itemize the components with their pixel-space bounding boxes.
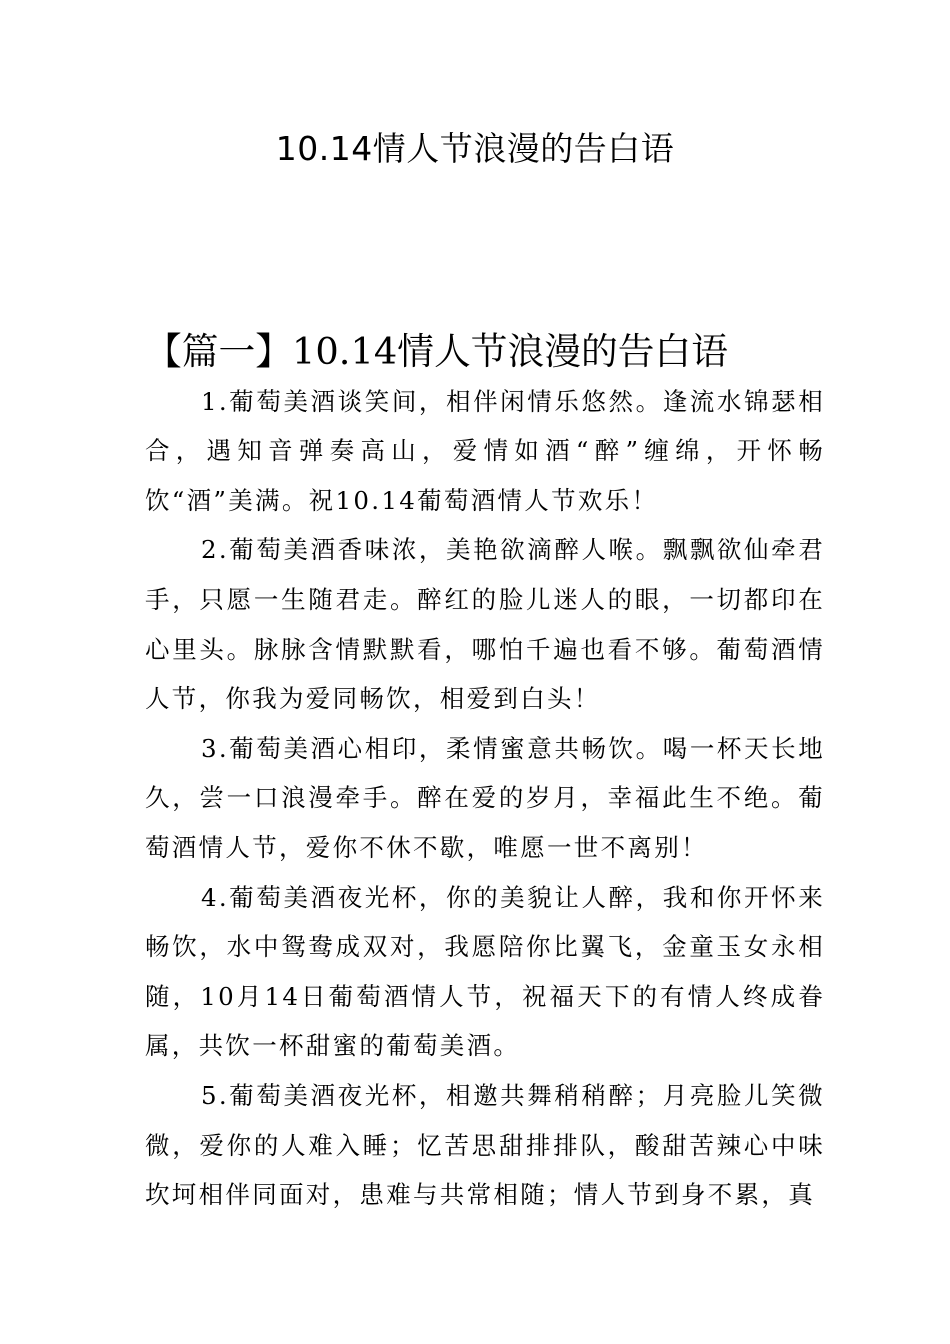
paragraph-2: 2.葡萄美酒香味浓，美艳欲滴醉人喉。飘飘欲仙牵君手，只愿一生随君走。醉红的脸儿迷人的眼，一切都印在心里头。脉脉含情默默看，哪怕千遍也看不够。葡萄酒情人节，你我为爱同畅饮，相爱到白头！: [145, 535, 825, 714]
section-heading: 【篇一】10.14情人节浪漫的告白语: [145, 330, 728, 373]
paragraph-3: 3.葡萄美酒心相印，柔情蜜意共畅饮。喝一杯天长地久，尝一口浪漫牵手。醉在爱的岁月，幸福此生不绝。葡萄酒情人节，爱你不休不歇，唯愿一世不离别！: [145, 733, 825, 862]
paragraph-1: 1.葡萄美酒谈笑间，相伴闲情乐悠然。逢流水锦瑟相合，遇知音弹奏高山，爱情如酒“醉”缠绵，开怀畅饮“酒”美满。祝10.14葡萄酒情人节欢乐！: [145, 386, 825, 515]
document-body: [145, 327, 825, 1220]
paragraph-4: 4.葡萄美酒夜光杯，你的美貌让人醉，我和你开怀来畅饮，水中鸳鸯成双对，我愿陪你比翼飞，金童玉女永相随，10月14日葡萄酒情人节，祝福天下的有情人终成眷属，共饮一杯甜蜜的葡萄美酒。: [145, 882, 825, 1061]
paragraph-5: 5.葡萄美酒夜光杯，相邀共舞稍稍醉；月亮脸儿笑微微，爱你的人难入睡；忆苦思甜排排队，酸甜苦辣心中味坎坷相伴同面对，患难与共常相随；情人节到身不累，真: [145, 1080, 825, 1210]
document-title: 10.14情人节浪漫的告白语: [275, 129, 675, 168]
